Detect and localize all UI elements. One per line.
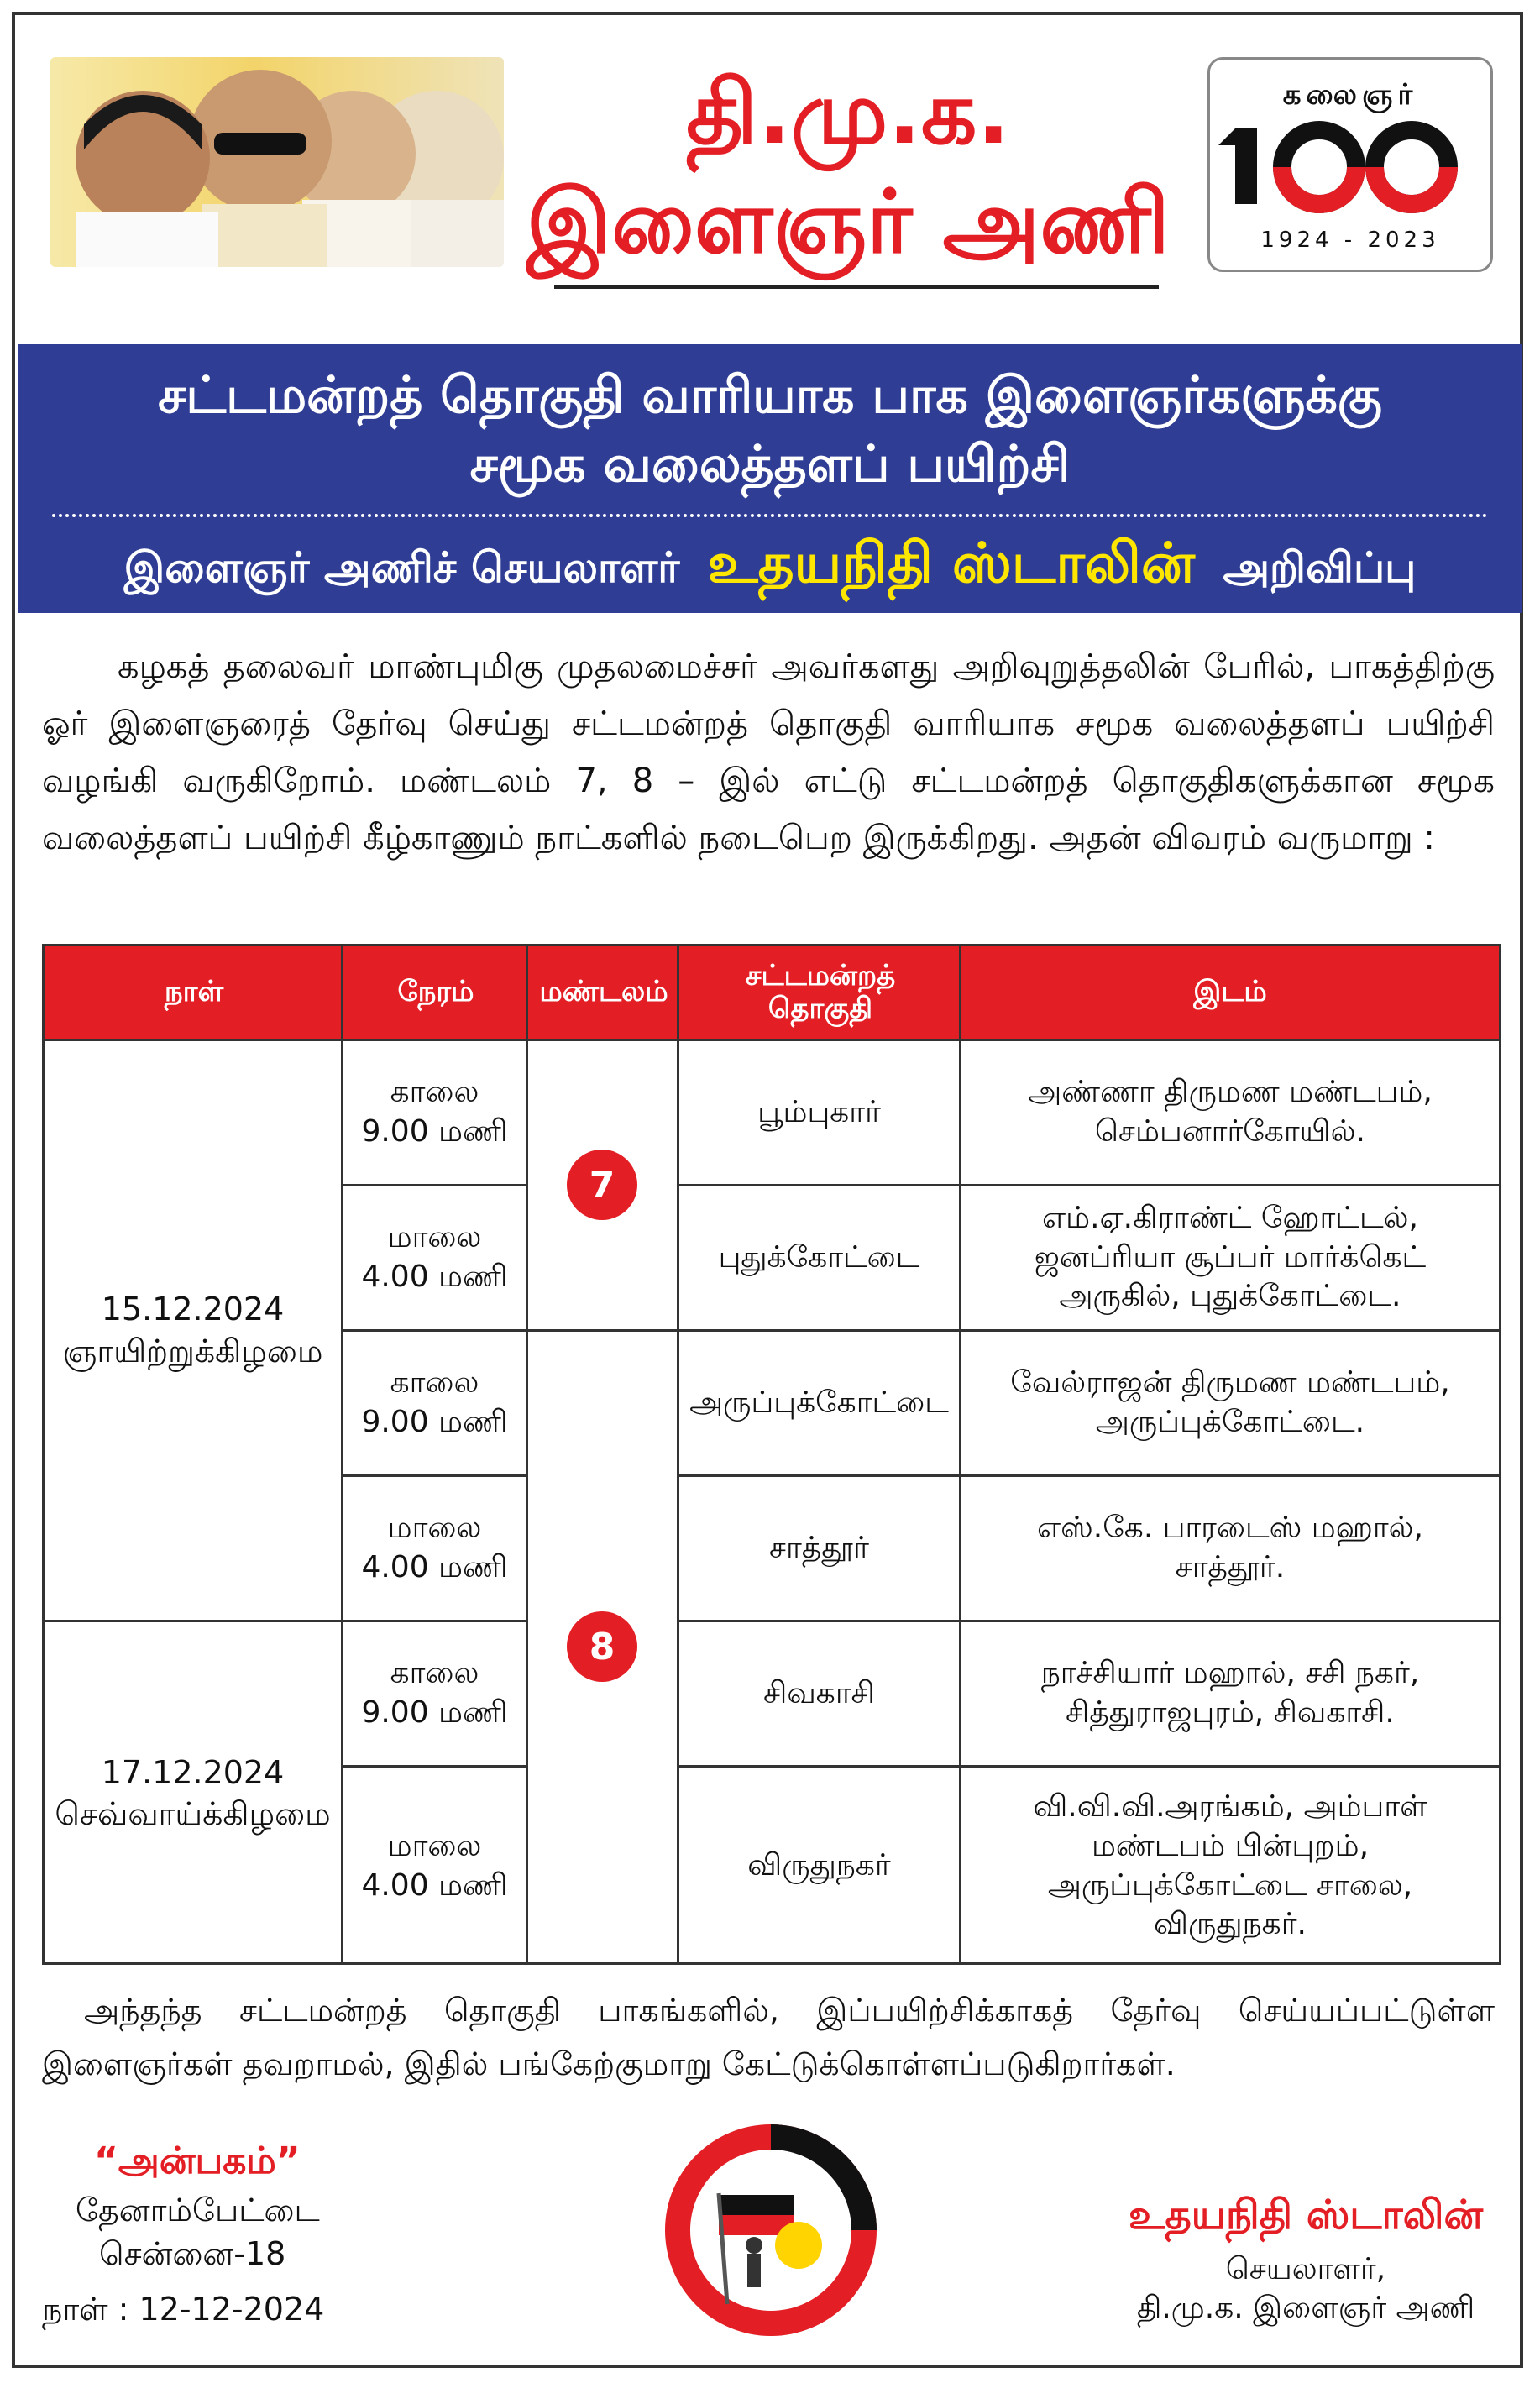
address-line-1: தேனாம்பேட்டை <box>76 2192 320 2228</box>
wing-name: இளைஞர் அணி <box>526 170 1170 273</box>
constituency-cell: சிவகாசி <box>763 1675 875 1710</box>
day-value: ஞாயிற்றுக்கிழமை <box>62 1332 323 1370</box>
constituency-cell: சாத்தூர் <box>769 1530 869 1565</box>
time-value: 4.00 மணி <box>361 1867 508 1903</box>
banner-line-3 <box>18 531 1522 603</box>
dmk-youth-wing-logo <box>660 2119 882 2341</box>
constituency-cell: அருப்புக்கோட்டை <box>689 1385 949 1420</box>
banner-line-3-prefix: இளைஞர் அணிச் செயலாளர் <box>123 543 680 592</box>
time-cell <box>343 1768 526 1965</box>
time-cell <box>343 1186 526 1329</box>
closing-paragraph: அந்தந்த சட்டமன்றத் தொகுதி பாகங்களில், இப்பயிற்சிக்காகத் தேர்வு செய்யப்பட்டுள்ள இளைஞர்கள் தவறாமல், இதில் பங்கேற்குமாறு கேட்டுக்கொள்ளப்படுகிறார்கள். <box>42 1992 1495 2082</box>
time-cell <box>343 1332 526 1474</box>
constituency-cell: விருதுநகர் <box>747 1848 891 1883</box>
signatory-name: உதயநிதி ஸ்டாலின் <box>1128 2192 1484 2239</box>
venue-cell: எஸ்.கே. பாரடைஸ் மஹால், சாத்தூர். <box>1037 1511 1423 1584</box>
constituency-cell: பூம்புகார் <box>757 1094 881 1129</box>
address-name: “அன்பகம்” <box>94 2139 301 2182</box>
banner-line-3-suffix: அறிவிப்பு <box>1223 543 1417 592</box>
banner-highlight-name: உதயநிதி ஸ்டாலின் <box>707 531 1196 595</box>
leaders-portrait-image <box>50 57 504 267</box>
kalaignar-100-badge <box>1207 57 1493 272</box>
time-label: மாலை <box>387 1828 482 1863</box>
time-value: 9.00 மணி <box>361 1405 508 1439</box>
time-label: மாலை <box>387 1220 482 1255</box>
address-line-2: சென்னை-18 <box>99 2235 286 2272</box>
venue-cell: எம்.ஏ.கிராண்ட் ஹோட்டல், ஜனப்ரியா சூப்பர் மார்க்கெட் அருகில், புதுக்கோட்டை. <box>1034 1200 1427 1314</box>
time-cell <box>343 1622 526 1765</box>
time-label: காலை <box>390 1656 479 1691</box>
time-cell <box>343 1041 526 1184</box>
time-value: 4.00 மணி <box>361 1550 508 1584</box>
header-constituency: சட்டமன்றத் தொகுதி <box>745 958 896 1025</box>
schedule-table <box>42 944 1501 1965</box>
time-label: மாலை <box>387 1511 482 1546</box>
date-cell <box>45 1041 341 1620</box>
time-label: காலை <box>390 1075 479 1110</box>
date-cell <box>45 1622 341 1965</box>
badge-years: 1924 - 2023 <box>1260 228 1440 253</box>
time-value: 9.00 மணி <box>361 1114 508 1149</box>
venue-cell: வேல்ராஜன் திருமண மண்டபம், அருப்புக்கோட்டை. <box>1010 1365 1450 1439</box>
venue-cell: அண்ணா திருமண மண்டபம், செம்பனார்கோயில். <box>1028 1075 1433 1149</box>
venue-cell: நாச்சியார் மஹால், சசி நகர், சித்துராஜபுரம், சிவகாசி. <box>1040 1656 1420 1730</box>
signatory-role: செயலாளர், <box>1225 2252 1386 2286</box>
date-value: 17.12.2024 <box>101 1753 285 1791</box>
zone-8-badge: 8 <box>567 1611 637 1682</box>
issue-date: நாள் : 12-12-2024 <box>42 2291 325 2328</box>
badge-top-text: கலைஞர் <box>1282 78 1418 112</box>
banner-dotted-divider <box>52 514 1488 517</box>
intro-paragraph: கழகத் தலைவர் மாண்புமிகு முதலமைச்சர் அவர்களது அறிவுறுத்தலின் பேரில், பாகத்திற்கு ஓர் இளைஞரைத் தேர்வு செய்து சட்டமன்றத் தொகுதி வாரியாக சமூக வலைத்தளப் பயிற்சி வழங்கி வருகிறோம். மண்டலம் 7, 8 – இல் எட்டு சட்டமன்றத் தொகுதிகளுக்கான சமூக வலைத்தளப் பயிற்சி கீழ்காணும் நாட்களில் நடைபெற இருக்கிறது. அதன் விவரம் வருமாறு : <box>42 647 1495 857</box>
banner-line-2: சமூக வலைத்தளப் பயிற்சி <box>469 435 1071 494</box>
header-zone: மண்டலம் <box>539 975 668 1009</box>
zone-7-badge: 7 <box>567 1150 637 1220</box>
announcement-banner <box>18 344 1522 613</box>
signatory-org: தி.மு.க. இளைஞர் அணி <box>1136 2291 1475 2325</box>
venue-cell: வி.வி.வி.அரங்கம், அம்பாள் மண்டபம் பின்புறம், அருப்புக்கோட்டை சாலை, விருதுநகர். <box>1033 1789 1427 1942</box>
header-date: நாள் <box>164 975 224 1009</box>
time-cell <box>343 1477 526 1620</box>
time-value: 9.00 மணி <box>361 1695 508 1730</box>
header-venue: இடம் <box>1193 975 1267 1009</box>
party-name: தி.மு.க. <box>686 61 1010 164</box>
banner-line-1: சட்டமன்றத் தொகுதி வாரியாக பாக இளைஞர்களுக்கு <box>158 366 1382 425</box>
day-value: செவ்வாய்க்கிழமை <box>55 1795 331 1832</box>
time-label: காலை <box>390 1365 479 1401</box>
badge-100-logo <box>1210 112 1490 221</box>
table-header-row <box>45 946 1499 1039</box>
header-time: நேரம் <box>397 975 474 1009</box>
constituency-cell: புதுக்கோட்டை <box>718 1239 920 1275</box>
col-divider <box>526 946 528 1962</box>
date-value: 15.12.2024 <box>101 1291 285 1328</box>
title-underline <box>554 285 1159 289</box>
time-value: 4.00 மணி <box>361 1260 508 1294</box>
